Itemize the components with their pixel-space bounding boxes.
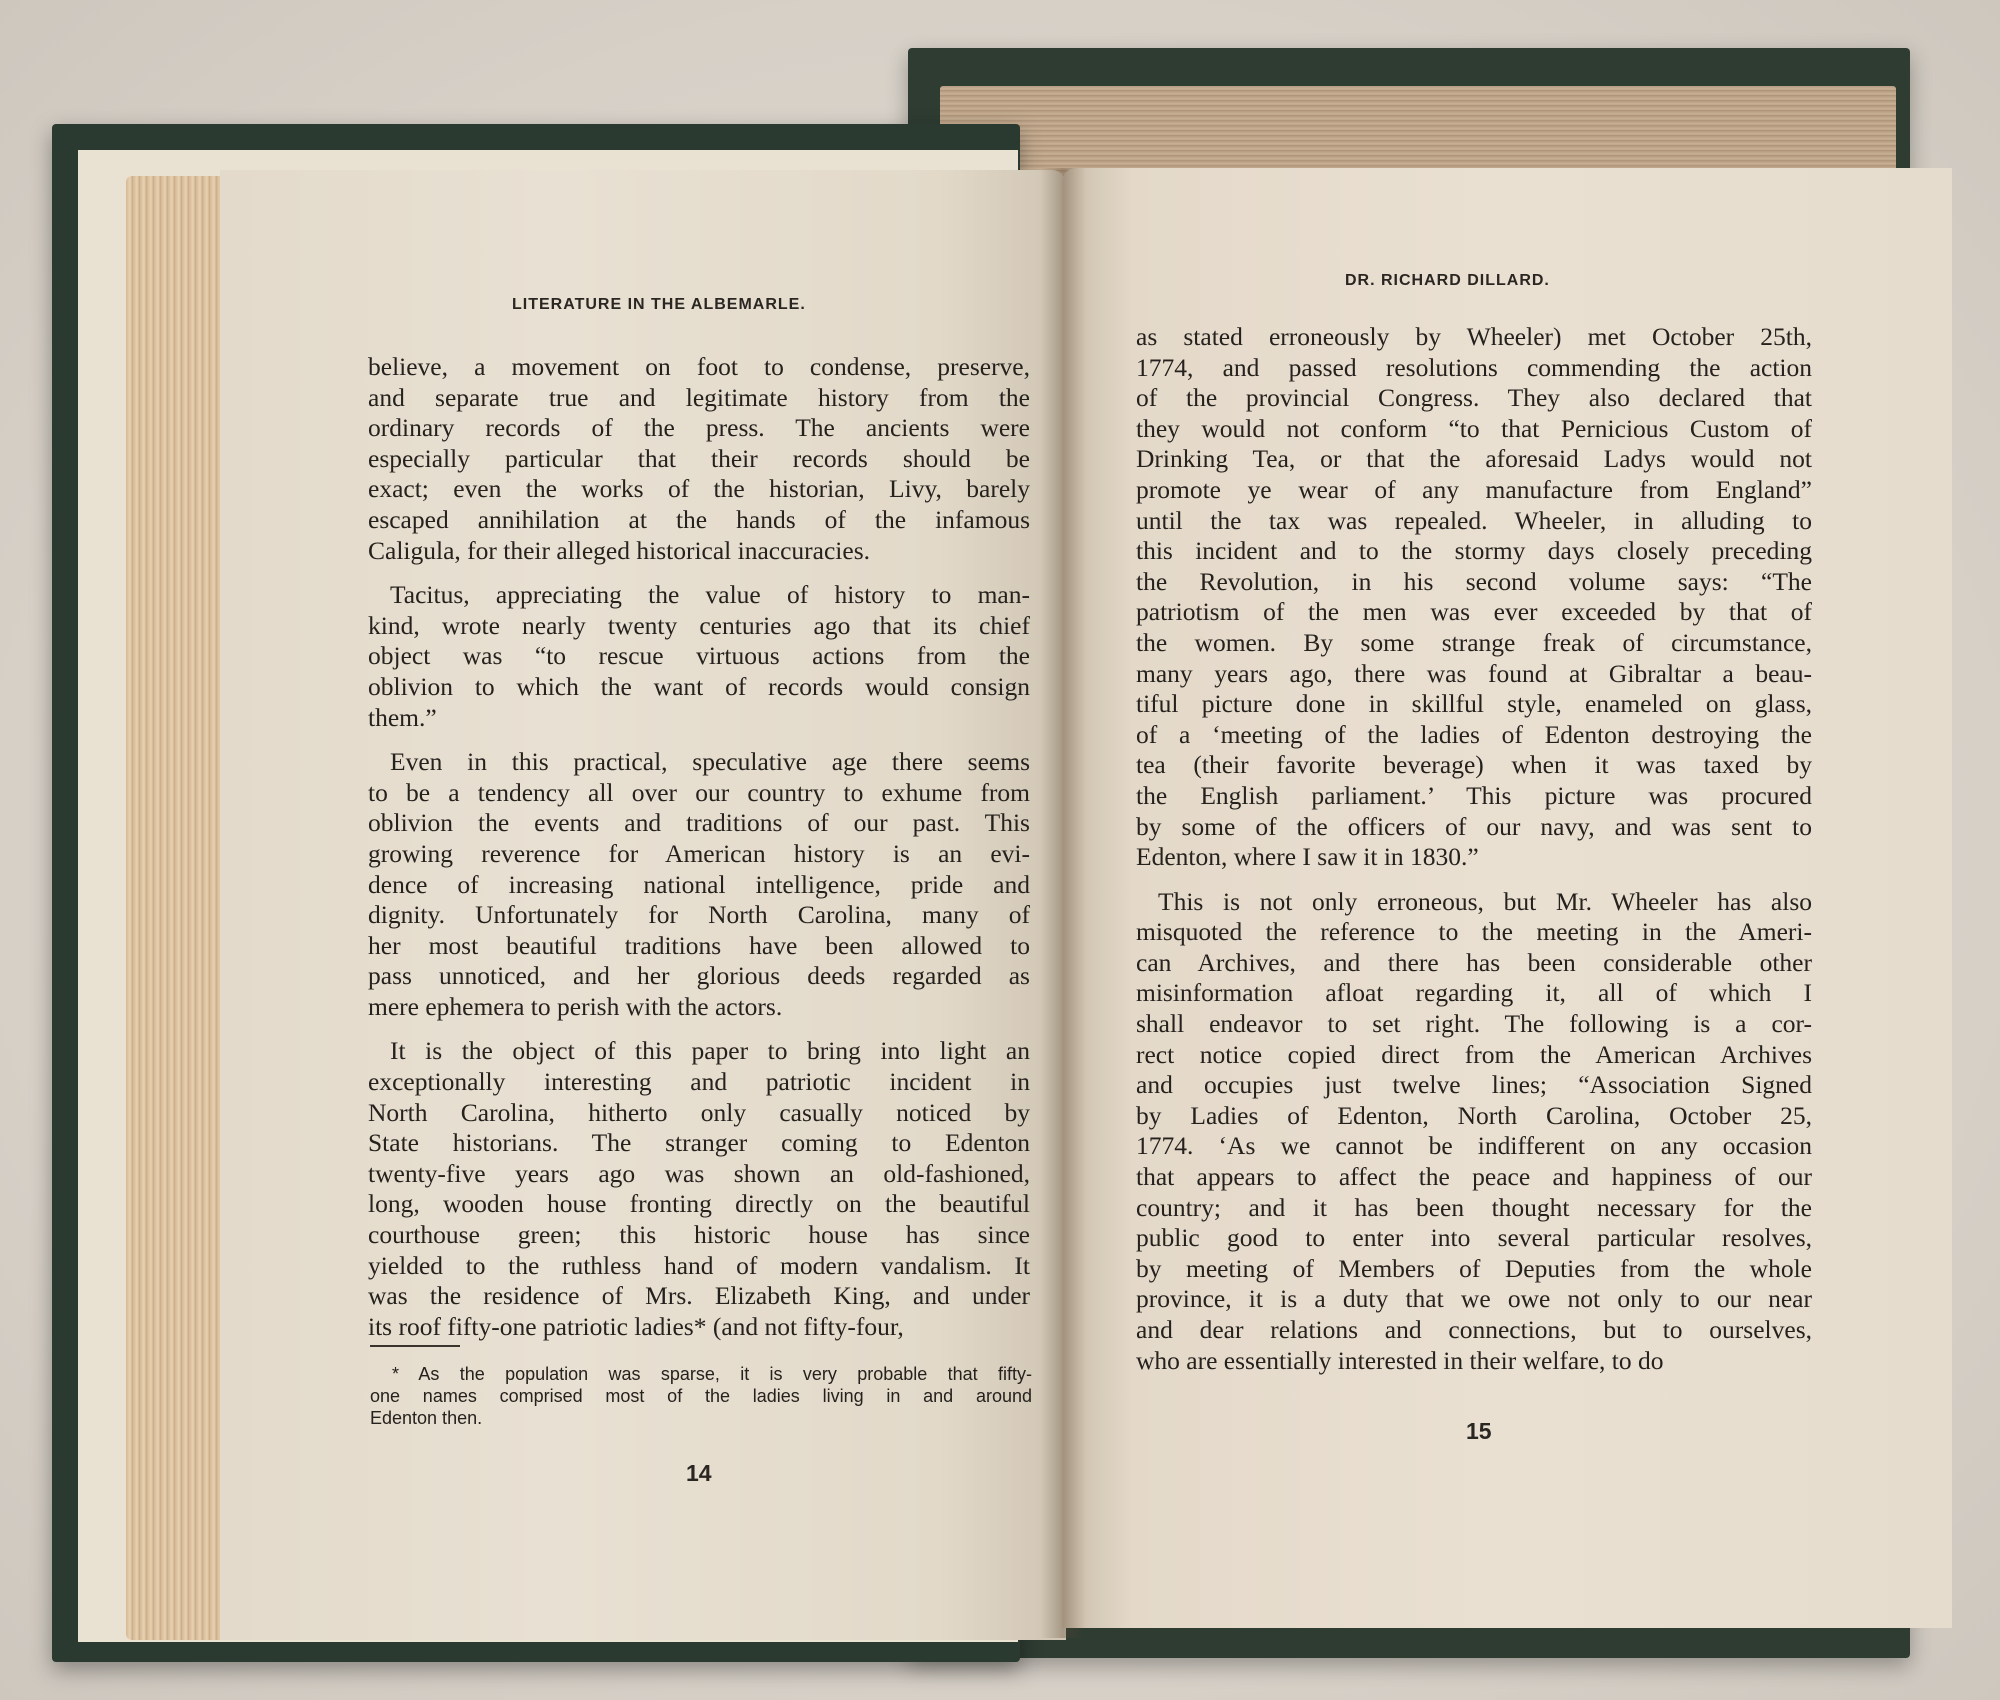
text-line: exceptionally interesting and patriotic incident in xyxy=(368,1067,1030,1097)
right-running-head: DR. RICHARD DILLARD. xyxy=(1345,272,1550,289)
text-line: and dear relations and connections, but to ourselves, xyxy=(1136,1315,1812,1344)
text-line: kind, wrote nearly twenty centuries ago that its chief xyxy=(368,610,1030,640)
text-line: dence of increasing national intelligence, pride and xyxy=(368,869,1030,899)
text-line: by meeting of Members of Deputies from the whole xyxy=(1136,1253,1812,1283)
paragraph xyxy=(368,580,1030,733)
text-line: This is not only erroneous, but Mr. Wheeler has also xyxy=(1158,886,1812,916)
text-line: twenty-five years ago was shown an old-fashioned, xyxy=(368,1158,1030,1188)
text-line: 1774, and passed resolutions commending the action xyxy=(1136,352,1812,382)
text-line: tea (their favorite beverage) when it was taxed by xyxy=(1136,750,1812,780)
text-line: the Revolution, in his second volume says: “The xyxy=(1136,566,1812,596)
paragraph xyxy=(1136,887,1812,1377)
text-line: mere ephemera to perish with the actors. xyxy=(368,991,783,1021)
text-line: courthouse green; this historic house has since xyxy=(368,1220,1030,1250)
text-line: oblivion the events and traditions of our past. This xyxy=(368,808,1030,838)
text-line: this incident and to the stormy days closely preceding xyxy=(1136,536,1812,566)
text-line: province, it is a duty that we owe not only to our near xyxy=(1136,1284,1812,1314)
text-line: Tacitus, appreciating the value of history to man- xyxy=(390,580,1030,610)
text-line: Caligula, for their alleged historical inaccuracies. xyxy=(368,535,870,565)
text-line: public good to enter into several particular resolves, xyxy=(1136,1223,1812,1253)
paragraph xyxy=(368,747,1030,1022)
text-line: they would not conform “to that Pernicious Custom of xyxy=(1136,413,1812,443)
text-line: of the provincial Congress. They also declared that xyxy=(1136,383,1812,413)
text-line: Drinking Tea, or that the aforesaid Ladys would not xyxy=(1136,444,1812,474)
footnote-rule xyxy=(370,1345,460,1347)
text-line: object was “to rescue virtuous actions from the xyxy=(368,641,1030,671)
footnote-line: one names comprised most of the ladies living in and around xyxy=(370,1386,1032,1406)
text-line: tiful picture done in skillful style, enameled on glass, xyxy=(1136,689,1812,719)
text-line: ordinary records of the press. The ancients were xyxy=(368,413,1030,443)
paragraph xyxy=(1136,322,1812,873)
text-line: country; and it has been thought necessary for the xyxy=(1136,1192,1812,1222)
text-line: oblivion to which the want of records would consign xyxy=(368,671,1030,701)
text-line: promote ye wear of any manufacture from England” xyxy=(1136,474,1812,504)
text-line: rect notice copied direct from the American Archives xyxy=(1136,1039,1812,1069)
text-line: her most beautiful traditions have been allowed to xyxy=(368,930,1030,960)
text-line: exact; even the works of the historian, Livy, barely xyxy=(368,474,1030,504)
text-line: North Carolina, hitherto only casually noticed by xyxy=(368,1097,1030,1127)
text-line: to be a tendency all over our country to exhume from xyxy=(368,777,1030,807)
text-line: dignity. Unfortunately for North Carolina, many of xyxy=(368,900,1030,930)
text-line: the English parliament.’ This picture was procured xyxy=(1136,780,1812,810)
text-line: misquoted the reference to the meeting in the Ameri- xyxy=(1136,917,1812,947)
text-line: pass unnoticed, and her glorious deeds regarded as xyxy=(368,961,1030,991)
text-line: its roof fifty-one patriotic ladies* (and not fifty-four, xyxy=(368,1311,904,1341)
text-line: by some of the officers of our navy, and was sent to xyxy=(1136,811,1812,841)
text-line: until the tax was repealed. Wheeler, in alluding to xyxy=(1136,505,1812,535)
text-line: and occupies just twelve lines; “Association Signed xyxy=(1136,1070,1812,1100)
text-line: growing reverence for American history is an evi- xyxy=(368,838,1030,868)
right-page-body xyxy=(1136,322,1812,1390)
footnote-line: Edenton then. xyxy=(370,1408,483,1428)
text-line: Even in this practical, speculative age there seems xyxy=(390,747,1030,777)
text-line: the women. By some strange freak of circumstance, xyxy=(1136,627,1812,657)
text-line: that appears to affect the peace and happiness of our xyxy=(1136,1162,1812,1192)
text-line: by Ladies of Edenton, North Carolina, October 25, xyxy=(1136,1100,1812,1130)
text-line: 1774. ‘As we cannot be indifferent on any occasion xyxy=(1136,1131,1812,1161)
text-line: who are essentially interested in their welfare, to do xyxy=(1136,1345,1664,1375)
text-line: as stated erroneously by Wheeler) met October 25th, xyxy=(1136,322,1812,351)
text-line: patriotism of the men was ever exceeded by that of xyxy=(1136,597,1812,627)
text-line: It is the object of this paper to bring into light an xyxy=(390,1036,1030,1066)
right-page-number: 15 xyxy=(1466,1418,1492,1444)
text-line: long, wooden house fronting directly on the beautiful xyxy=(368,1189,1030,1219)
text-line: can Archives, and there has been considerable other xyxy=(1136,947,1812,977)
text-line: believe, a movement on foot to condense, preserve, xyxy=(368,352,1030,381)
left-running-head: LITERATURE IN THE ALBEMARLE. xyxy=(512,296,806,313)
footnote xyxy=(370,1363,1032,1429)
text-line: and separate true and legitimate history from the xyxy=(368,382,1030,412)
left-page-body xyxy=(368,352,1030,1356)
text-line: yielded to the ruthless hand of modern vandalism. It xyxy=(368,1250,1030,1280)
text-line: many years ago, there was found at Gibraltar a beau- xyxy=(1136,658,1812,688)
text-line: especially particular that their records should be xyxy=(368,443,1030,473)
left-page-number: 14 xyxy=(686,1460,712,1486)
book-gutter xyxy=(1040,168,1086,1638)
text-line: State historians. The stranger coming to Edenton xyxy=(368,1128,1030,1158)
text-line: escaped annihilation at the hands of the infamous xyxy=(368,504,1030,534)
text-line: Edenton, where I saw it in 1830.” xyxy=(1136,842,1479,872)
page-stack-left-edge xyxy=(126,176,230,1640)
text-line: them.” xyxy=(368,702,437,732)
paragraph xyxy=(368,1036,1030,1342)
paragraph xyxy=(368,352,1030,566)
text-line: shall endeavor to set right. The following is a cor- xyxy=(1136,1009,1812,1039)
text-line: was the residence of Mrs. Elizabeth King, and under xyxy=(368,1281,1030,1311)
text-line: of a ‘meeting of the ladies of Edenton destroying the xyxy=(1136,719,1812,749)
text-line: misinformation afloat regarding it, all of which I xyxy=(1136,978,1812,1008)
footnote-line: * As the population was sparse, it is very probable that fifty- xyxy=(392,1364,1032,1384)
